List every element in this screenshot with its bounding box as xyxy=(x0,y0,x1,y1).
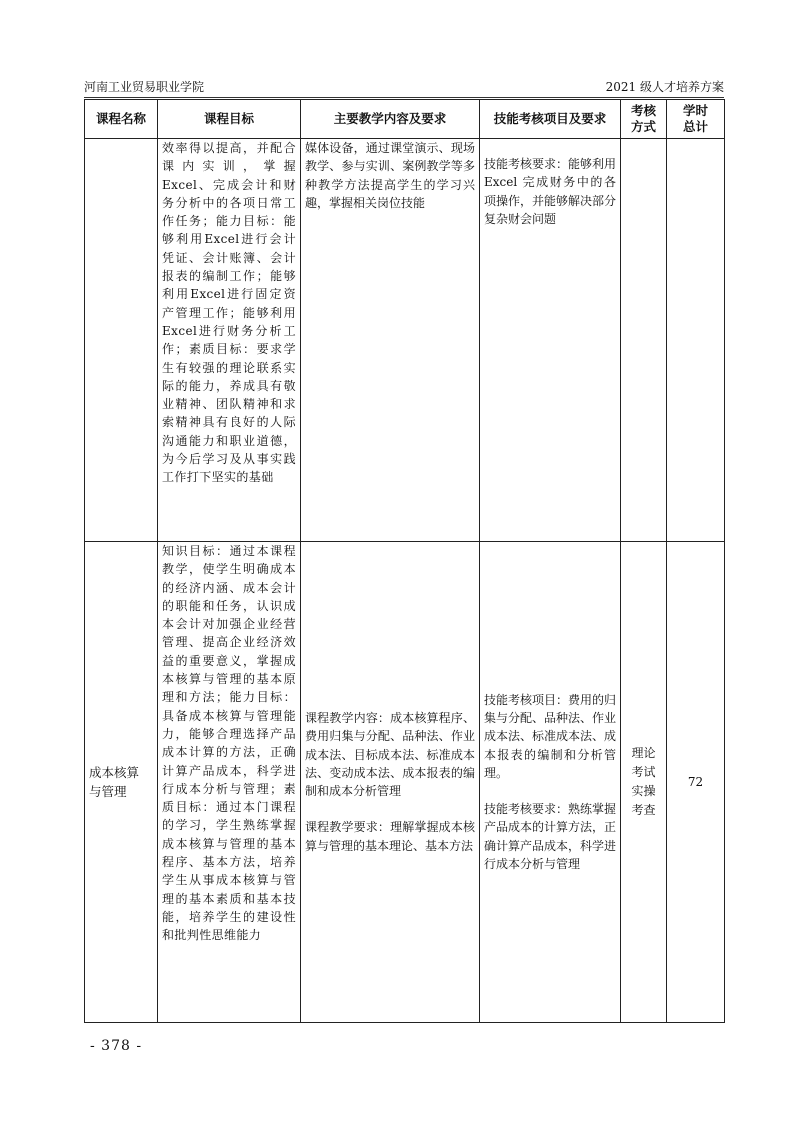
col-exam-method-line1: 考核 xyxy=(630,103,656,118)
skill-assessment-text: 技能考核要求：能够利用 Excel 完成财务中的各项操作，并能够解决部分复杂财会问题 xyxy=(484,157,617,226)
course-goals-text: 知识目标：通过本课程教学，使学生明确成本的经济内涵、成本会计的职能和任务，认识成本会计对加强企业经营管理、提高企业经济效益的重要意义，掌握成本核算与管理的基本原理和方法；能力目标：具备成本核算与管理能力，能够合理选择产品成本计算的方法，正确计算产品成本，科学进行成本分析与管理；素质目标：通过本门课程的学习，学生熟练掌握成本核算与管理的基本程序、基本方法，培养学生从事成本核算与管理的基本素质和基本技能，培养学生的建设性和批判性思维能力 xyxy=(162,544,296,943)
school-name: 河南工业贸易职业学院 xyxy=(84,80,205,94)
skill-assessment-cell xyxy=(480,139,621,542)
table-row xyxy=(85,542,725,1023)
total-hours-value: 72 xyxy=(687,774,704,789)
teaching-content-cell xyxy=(301,542,480,1023)
col-skill-assessment: 技能考核项目及要求 xyxy=(480,100,621,139)
course-goals-cell xyxy=(158,139,301,542)
table-header-row xyxy=(85,100,725,139)
exam-method-line: 考查 xyxy=(631,803,656,817)
course-name-line2: 与管理 xyxy=(89,784,127,799)
col-total-hours-line2: 总计 xyxy=(682,119,708,134)
total-hours-cell xyxy=(667,542,725,1023)
skill-requirements-text: 技能考核要求：熟练掌握产品成本的计算方法，正确计算产品成本，科学进行成本分析与管理 xyxy=(484,802,617,872)
teaching-requirements-text: 课程教学要求：理解掌握成本核算与管理的基本理论、基本方法 xyxy=(305,820,475,853)
teaching-content-text: 课程教学内容：成本核算程序、费用归集与分配、品种法、作业成本法、目标成本法、标准成本法、变动成本法、成本报表的编制和成本分析管理 xyxy=(305,710,475,799)
col-course-goals: 课程目标 xyxy=(158,100,301,139)
course-goals-cell xyxy=(158,542,301,1023)
skill-assessment-cell xyxy=(480,542,621,1023)
skill-items-text: 技能考核项目：费用的归集与分配、品种法、作业成本法、标准成本法、成本报表的编制和分析管理。 xyxy=(484,692,617,780)
exam-method-line: 理论 xyxy=(631,746,656,760)
course-name-cell xyxy=(85,139,158,542)
col-total-hours xyxy=(667,100,725,139)
exam-method-cell xyxy=(621,542,667,1023)
curriculum-table xyxy=(84,99,725,1023)
col-course-name: 课程名称 xyxy=(85,100,158,139)
col-teaching-content: 主要教学内容及要求 xyxy=(301,100,480,139)
table-row xyxy=(85,139,725,542)
page-header xyxy=(84,78,724,96)
teaching-content-cell xyxy=(301,139,480,542)
teaching-content-text: 媒体设备，通过课堂演示、现场教学、参与实训、案例教学等多种教学方法提高学生的学习兴趣，掌握相关岗位技能 xyxy=(305,141,475,210)
course-goals-text: 效率得以提高，并配合课内实训，掌握Excel、完成会计和财务分析中的各项日常工作任务；能力目标：能够利用Excel进行会计凭证、会计账簿、会计报表的编制工作；能够利用Excel进行固定资产管理工作；能够利用Excel进行财务分析工作；素质目标：要求学生有较强的理论联系实际的能力，养成具有敬业精神、团队精神和求索精神具有良好的人际沟通能力和职业道德，为今后学习及从事实践工作打下坚实的基础 xyxy=(162,141,296,485)
page-number: - 378 - xyxy=(90,1038,143,1054)
course-name-cell xyxy=(85,542,158,1023)
plan-title: 2021 级人才培养方案 xyxy=(605,80,724,94)
exam-method-line: 实操 xyxy=(631,784,656,798)
col-total-hours-line1: 学时 xyxy=(682,103,708,118)
col-exam-method-line2: 方式 xyxy=(630,119,656,134)
header-rule xyxy=(84,97,724,98)
col-exam-method xyxy=(621,100,667,139)
total-hours-cell xyxy=(667,139,725,542)
course-name-line1: 成本核算 xyxy=(89,765,140,780)
exam-method-line: 考试 xyxy=(631,765,656,779)
exam-method-cell xyxy=(621,139,667,542)
